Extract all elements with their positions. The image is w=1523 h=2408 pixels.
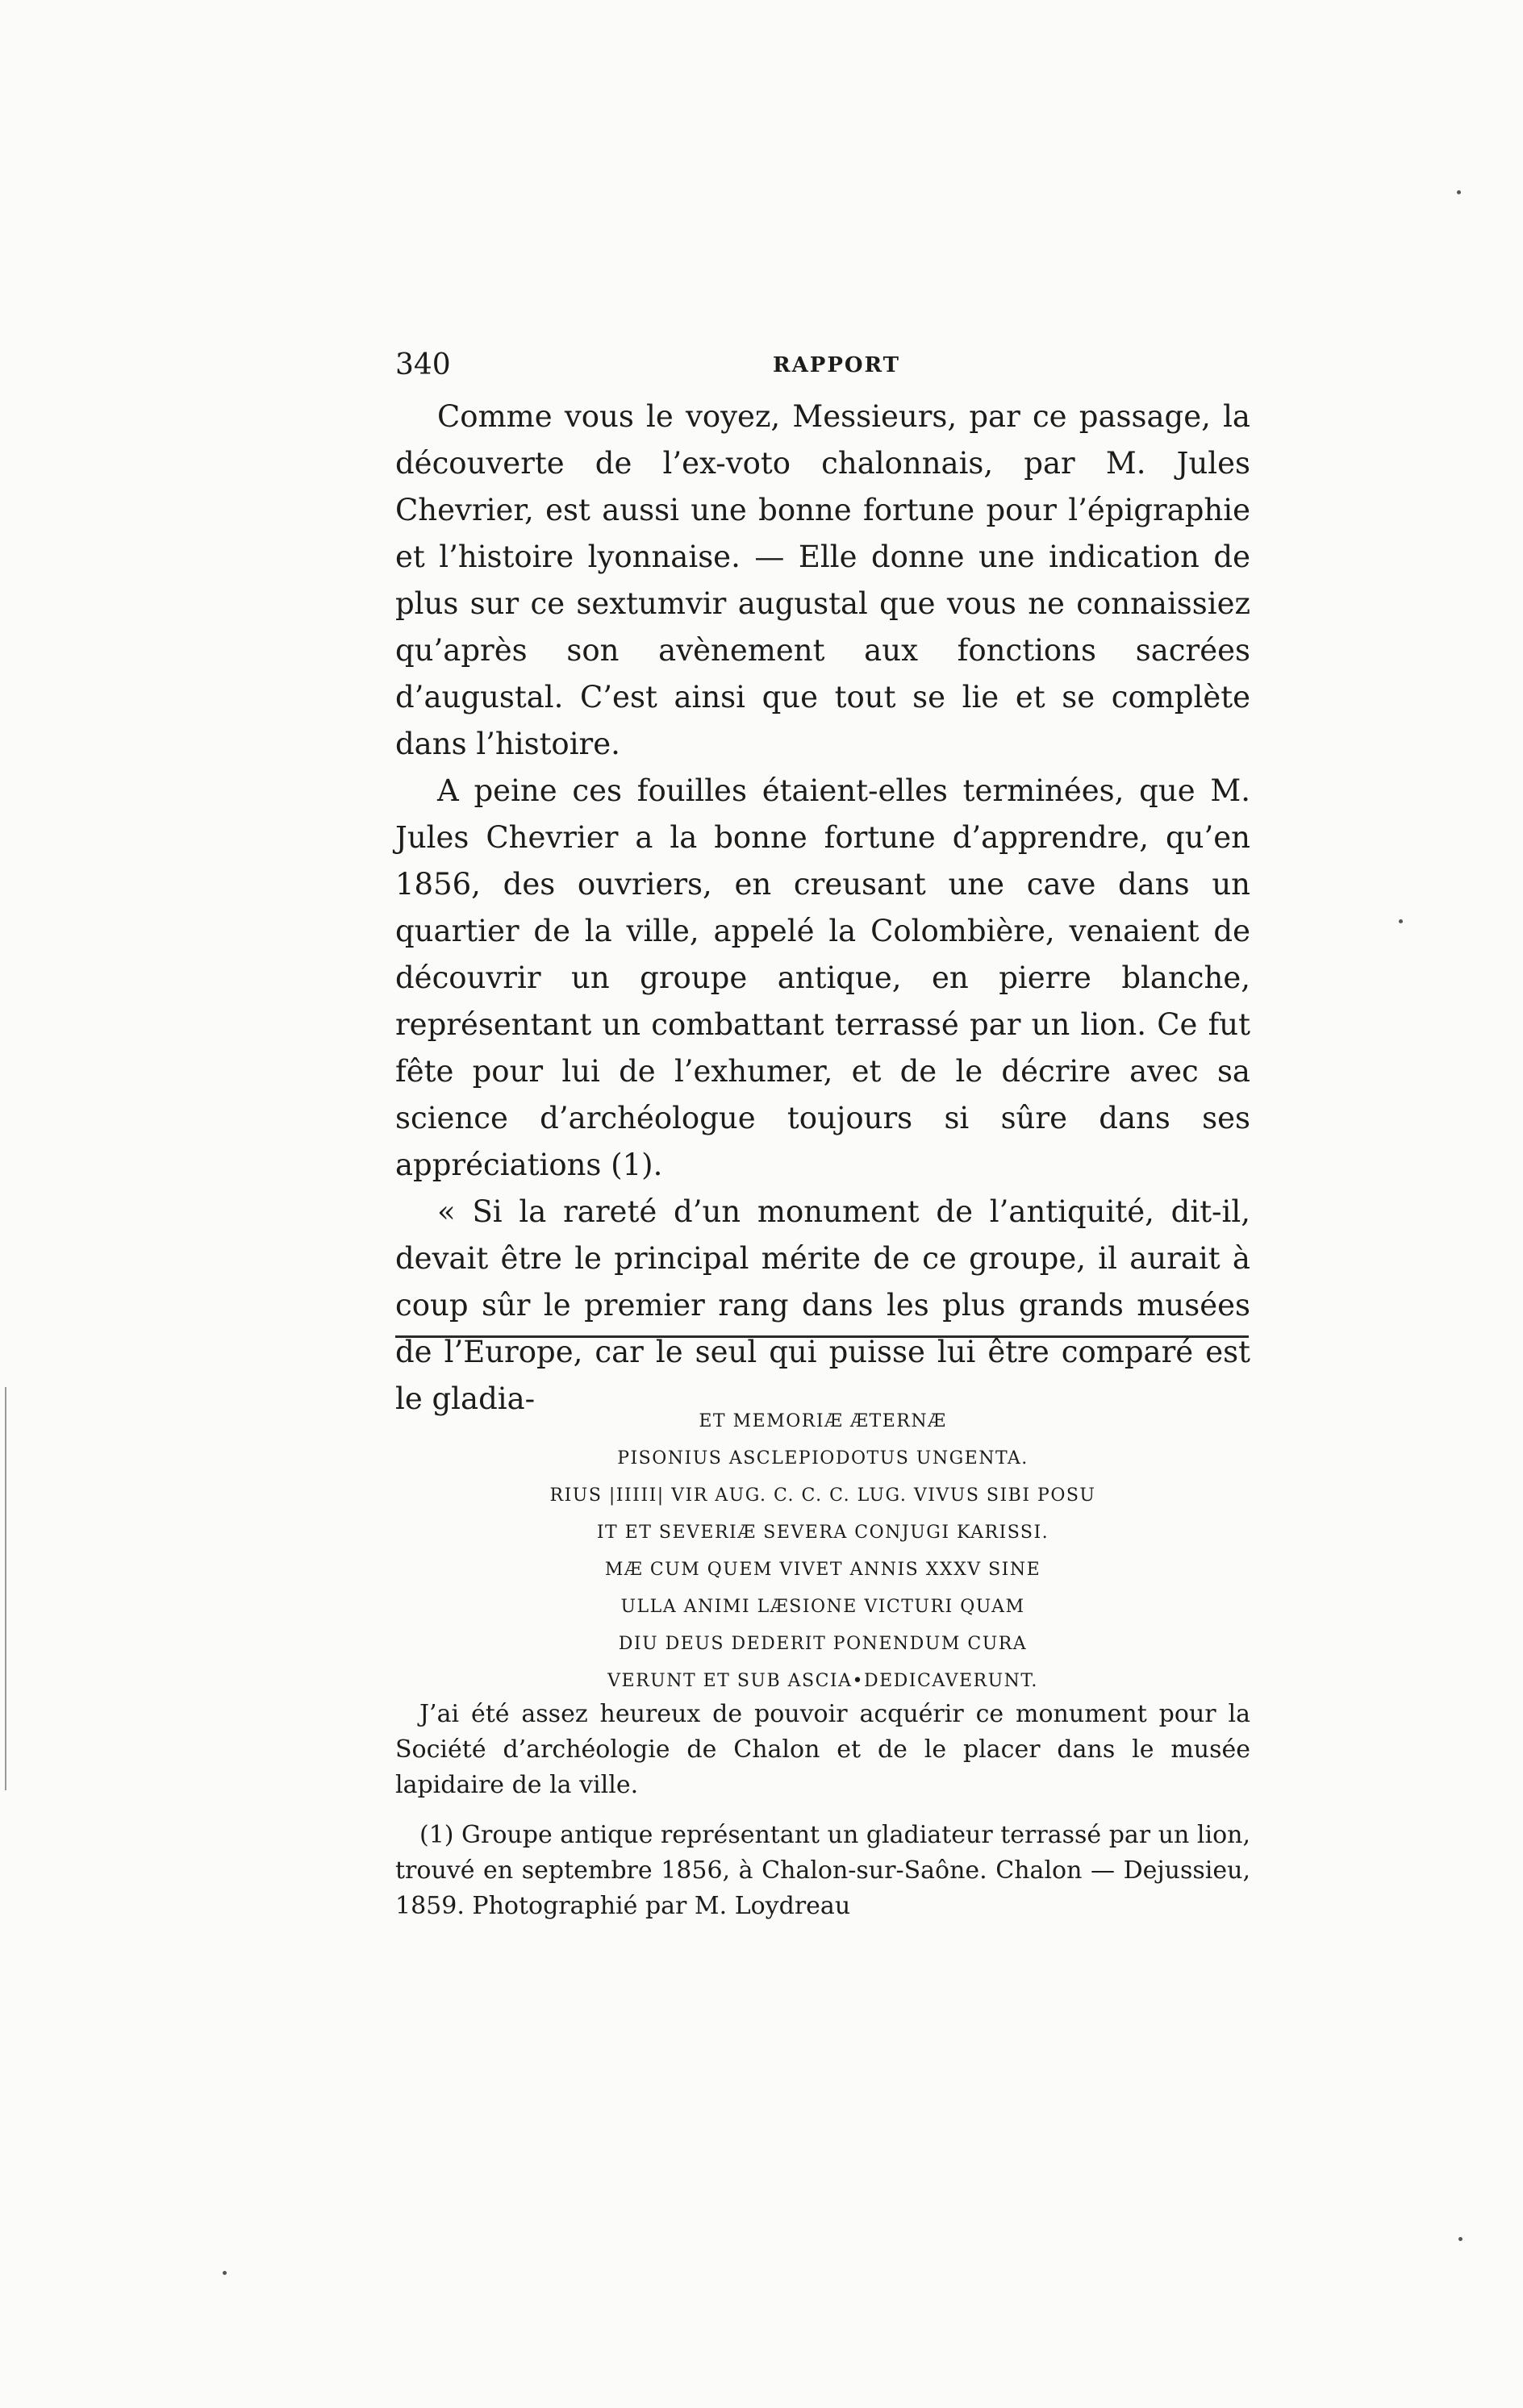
inscription-line: VERUNT ET SUB ASCIA•DEDICAVERUNT. xyxy=(607,1671,1038,1691)
inscription-line: IT ET SEVERIÆ SEVERA CONJUGI KARISSI. xyxy=(596,1523,1049,1543)
scan-speck xyxy=(223,2271,227,2275)
inscription-line: ULLA ANIMI LÆSIONE VICTURI QUAM xyxy=(620,1597,1025,1617)
paragraph: A peine ces fouilles étaient-elles terminées, que M. Jules Chevrier a la bonne fortune d’apprendre, qu’en 1856, des ouvriers, en creusant une cave dans un quartier de la ville, appelé la Colombière, venaient de découvrir un groupe antique, en pierre blanche, représentant un combattant terrassé par un lion. Ce fut fête pour lui de l’exhumer, et de le décrire avec sa science d’archéologue toujours si sûre dans ses appréciations (1). xyxy=(395,773,1250,1182)
inscription-line: PISONIUS ASCLEPIODOTUS UNGENTA. xyxy=(617,1448,1029,1469)
scan-speck xyxy=(1458,2237,1462,2241)
running-head: RAPPORT xyxy=(773,353,901,377)
latin-inscription xyxy=(436,1403,1210,1700)
page-number: 340 xyxy=(395,348,451,381)
paragraph: « Si la rareté d’un monument de l’antiquité, dit-il, devait être le principal mérite de ce groupe, il aurait à coup sûr le premier rang dans les plus grands musées de l’Europe, car le seul qui puisse lui être comparé est le gladia- xyxy=(395,1194,1250,1416)
inscription-line: ET MEMORIÆ ÆTERNÆ xyxy=(699,1411,947,1431)
inscription-line: MÆ CUM QUEM VIVET ANNIS XXXV SINE xyxy=(604,1560,1041,1580)
footnote-continuation: J’ai été assez heureux de pouvoir acquérir ce monument pour la Société d’archéologie de Chalon et de le placer dans le musée lapidaire de la ville. xyxy=(395,1700,1250,1799)
footnote-divider xyxy=(395,1335,1249,1338)
main-text xyxy=(395,394,1250,1423)
scan-speck xyxy=(1457,190,1461,194)
inscription-line: DIU DEUS DEDERIT PONENDUM CURA xyxy=(618,1634,1028,1654)
page-header xyxy=(395,348,1250,389)
paragraph: Comme vous le voyez, Messieurs, par ce passage, la découverte de l’ex-voto chalonnais, par M. Jules Chevrier, est aussi une bonne fortune pour l’épigraphie et l’histoire lyonnaise. — Elle donne une indication de plus sur ce sextumvir augustal que vous ne connaissiez qu’après son avènement aux fonctions sacrées d’augustal. C’est ainsi que tout se lie et se complète dans l’histoire. xyxy=(395,399,1250,761)
scan-speck xyxy=(1399,919,1403,923)
footnote-1: (1) Groupe antique représentant un gladiateur terrassé par un lion, trouvé en septembre 1856, à Chalon-sur-Saône. Chalon — Dejussieu, 1859. Photographié par M. Loydreau xyxy=(395,1821,1250,1920)
footnotes xyxy=(395,1697,1250,1924)
scan-edge-shadow xyxy=(5,1387,6,1790)
inscription-line: RIUS |IIIII| VIR AUG. C. C. C. LUG. VIVUS SIBI POSU xyxy=(549,1485,1096,1506)
